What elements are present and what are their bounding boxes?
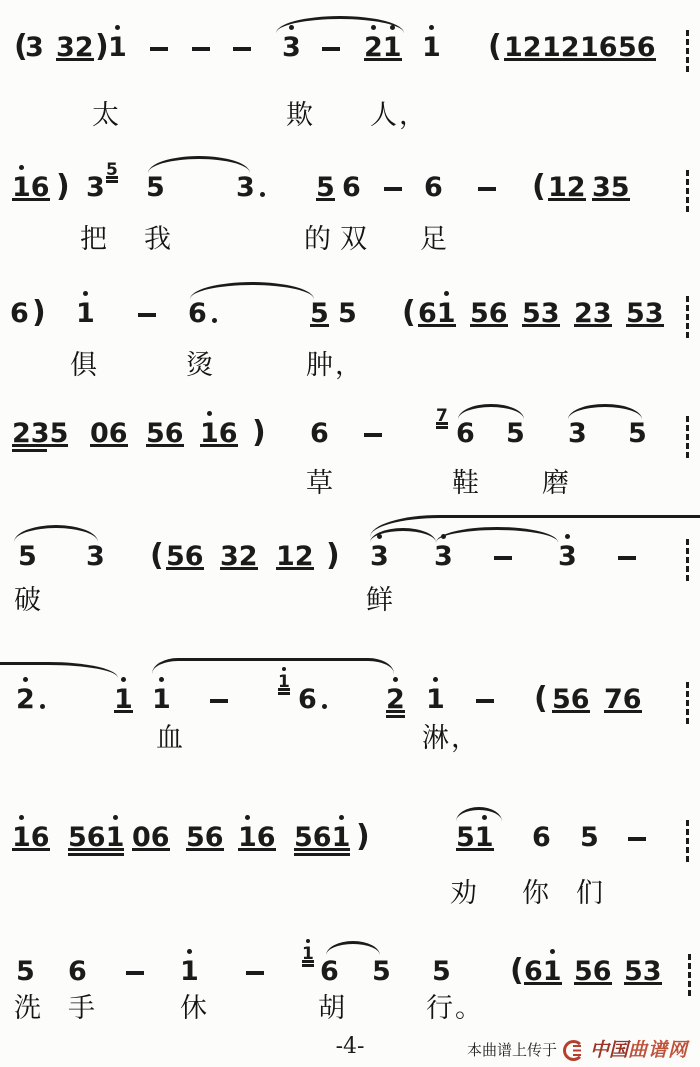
note-digit: 1 bbox=[543, 958, 562, 985]
beam-underline bbox=[302, 960, 314, 963]
beam-underline bbox=[624, 982, 662, 985]
note-digit: 3 bbox=[86, 172, 105, 203]
note-digit: 6 bbox=[310, 418, 329, 449]
lyric-syllable: 欺 bbox=[286, 100, 315, 131]
note-digit: 5 bbox=[146, 172, 165, 203]
note-digit: 1 bbox=[108, 34, 127, 61]
lyric-syllable: 淋， bbox=[422, 723, 480, 754]
note-digit: 6 bbox=[622, 684, 642, 715]
note-token bbox=[16, 958, 35, 985]
lyric-syllable: 的 bbox=[304, 224, 333, 255]
dashed-barline bbox=[688, 954, 691, 996]
note-digit: 1 bbox=[114, 686, 133, 713]
note-digit: 2 bbox=[560, 32, 580, 63]
note-digit: 6 bbox=[256, 822, 276, 853]
note-token bbox=[372, 958, 391, 985]
note-token bbox=[180, 958, 199, 985]
beam-underline bbox=[302, 964, 314, 967]
note-digit: 2 bbox=[566, 172, 586, 203]
lyric-syllable: 肿， bbox=[306, 350, 364, 381]
note-digit: 6 bbox=[68, 956, 87, 987]
watermark-site-name bbox=[590, 1041, 688, 1060]
parenthesis: ) bbox=[326, 538, 340, 573]
note-digit: 6 bbox=[298, 686, 317, 713]
note-digit: 6 bbox=[456, 418, 475, 449]
note-digit: 6 bbox=[10, 298, 29, 329]
note-digit: 1 bbox=[76, 300, 95, 327]
parenthesis: ( bbox=[402, 295, 416, 330]
note-digit: 5 bbox=[574, 956, 593, 987]
note-digit: 3 bbox=[86, 541, 105, 572]
note-digit: 6 bbox=[184, 541, 204, 572]
note-digit: 5 bbox=[610, 172, 630, 203]
parenthesis: ( bbox=[150, 538, 164, 573]
note-digit: 1 bbox=[542, 32, 561, 63]
note-digit: 5 bbox=[186, 822, 205, 853]
note-token bbox=[624, 958, 662, 985]
lyric-syllable: 草 bbox=[306, 468, 335, 499]
note-token bbox=[320, 958, 339, 985]
note-digit: 5 bbox=[146, 418, 165, 449]
note-digit: 5 bbox=[432, 956, 451, 987]
parenthesis: ( bbox=[534, 681, 548, 716]
note-digit: 1 bbox=[437, 300, 456, 327]
note-digit: 3 bbox=[370, 543, 389, 570]
lyric-syllable: 行。 bbox=[426, 993, 484, 1024]
note-digit: 6 bbox=[424, 172, 443, 203]
note-digit: 1 bbox=[332, 824, 351, 851]
note-digit: 5 bbox=[310, 298, 329, 329]
lyric-syllable: 手 bbox=[68, 993, 97, 1024]
lyric-syllable: 劝 bbox=[450, 878, 479, 909]
watermark bbox=[467, 1040, 688, 1061]
note-digit: 2 bbox=[12, 418, 31, 449]
note-digit: 3 bbox=[644, 298, 664, 329]
watermark-site-name-rest: 曲谱网 bbox=[627, 1039, 688, 1061]
parenthesis: ( bbox=[488, 29, 502, 64]
page-number: -4- bbox=[335, 1034, 365, 1059]
lyric-syllable: 你 bbox=[522, 878, 551, 909]
duration-dash bbox=[246, 971, 264, 975]
note-digit: 6 bbox=[86, 822, 106, 853]
note-token bbox=[574, 958, 612, 985]
note-digit: 6 bbox=[204, 822, 224, 853]
lyric-syllable: 磨 bbox=[542, 468, 571, 499]
note-digit: 1 bbox=[106, 824, 125, 851]
parenthesis: ) bbox=[56, 169, 70, 204]
note-digit: 1 bbox=[278, 674, 290, 691]
note-digit: 2 bbox=[238, 541, 258, 572]
music-site-logo-icon bbox=[563, 1040, 584, 1061]
note-token bbox=[432, 958, 451, 985]
note-digit: 1 bbox=[200, 420, 219, 447]
note-token bbox=[68, 958, 87, 985]
note-digit: 5 bbox=[552, 684, 571, 715]
note-digit: 6 bbox=[30, 822, 50, 853]
note-digit: 5 bbox=[49, 418, 69, 449]
note-digit: 1 bbox=[426, 686, 445, 713]
note-digit: 3 bbox=[220, 541, 239, 572]
note-digit: 5 bbox=[338, 298, 357, 329]
note-digit: 6 bbox=[592, 956, 612, 987]
slur bbox=[326, 941, 380, 957]
lyric-syllable: 休 bbox=[180, 993, 209, 1024]
lyric-syllable: 破 bbox=[14, 585, 43, 616]
lyric-syllable: 把 bbox=[80, 224, 109, 255]
note-digit: 5 bbox=[18, 541, 37, 572]
note-digit: 1 bbox=[475, 824, 494, 851]
lyric-syllable: 鞋 bbox=[452, 468, 481, 499]
note-digit: 5 bbox=[624, 956, 643, 987]
note-digit: 5 bbox=[628, 418, 647, 449]
note-digit: 5 bbox=[470, 298, 489, 329]
note-digit: 3 bbox=[56, 32, 75, 63]
note-digit: 5 bbox=[626, 298, 645, 329]
note-digit: 6 bbox=[532, 822, 551, 853]
note-digit: 3 bbox=[30, 418, 50, 449]
note-digit: 1 bbox=[580, 32, 599, 63]
parenthesis: ) bbox=[95, 29, 109, 64]
note-digit: 3 bbox=[592, 298, 612, 329]
watermark-prefix-text: 本曲谱上传于 bbox=[466, 1041, 557, 1059]
lyric-syllable: 足 bbox=[420, 224, 449, 255]
parenthesis: ) bbox=[356, 819, 370, 854]
lyric-syllable: 双 bbox=[340, 224, 369, 255]
note-digit: 6 bbox=[188, 300, 207, 327]
note-digit: 6 bbox=[418, 298, 437, 329]
note-digit: 5 bbox=[166, 541, 185, 572]
note-digit: 5 bbox=[294, 822, 313, 853]
note-digit: 5 bbox=[16, 956, 35, 987]
note-digit: 3 bbox=[558, 543, 577, 570]
lyric-syllable: 俱 bbox=[70, 350, 99, 381]
note-digit: 5 bbox=[522, 298, 541, 329]
note-digit: 6 bbox=[342, 172, 361, 203]
note-digit: 6 bbox=[312, 822, 332, 853]
note-digit: 1 bbox=[548, 172, 567, 203]
grace-note bbox=[302, 946, 314, 963]
octave-dot bbox=[187, 949, 192, 954]
parenthesis: ( bbox=[510, 953, 524, 988]
note-digit: 6 bbox=[164, 418, 184, 449]
note-digit: 2 bbox=[522, 32, 542, 63]
note-digit: 5 bbox=[618, 32, 637, 63]
lyric-syllable: 鲜 bbox=[366, 585, 395, 616]
note-digit: 6 bbox=[108, 418, 128, 449]
note-digit: 5 bbox=[316, 172, 335, 203]
lyric-syllable: 洗 bbox=[14, 993, 43, 1024]
note-digit: 1 bbox=[152, 686, 171, 713]
lyric-syllable: 胡 bbox=[318, 993, 347, 1024]
note-digit: 5 bbox=[106, 160, 118, 180]
note-digit: 6 bbox=[570, 684, 590, 715]
note-digit: 3 bbox=[282, 34, 301, 61]
octave-dot bbox=[550, 949, 555, 954]
lyric-syllable: 太 bbox=[92, 100, 121, 131]
note-digit: 1 bbox=[276, 541, 295, 572]
note-token bbox=[524, 958, 562, 985]
note-digit: 6 bbox=[636, 32, 656, 63]
beam-underline bbox=[524, 982, 562, 985]
note-digit: 5 bbox=[580, 822, 599, 853]
note-digit: 1 bbox=[12, 174, 31, 201]
parenthesis: ( bbox=[532, 169, 546, 204]
note-digit: 2 bbox=[386, 686, 405, 713]
note-digit: 1 bbox=[302, 946, 314, 963]
note-digit: 3 bbox=[642, 956, 662, 987]
note-digit: 7 bbox=[604, 684, 623, 715]
note-digit: 3 bbox=[434, 543, 453, 570]
note-digit: 6 bbox=[218, 418, 238, 449]
lyric-syllable: 人， bbox=[370, 100, 428, 131]
note-digit: 2 bbox=[364, 34, 383, 61]
note-digit: 2 bbox=[16, 686, 35, 713]
lyric-syllable: 烫 bbox=[186, 350, 215, 381]
note-digit: 6 bbox=[150, 822, 170, 853]
note-digit: 1 bbox=[504, 32, 523, 63]
note-digit: 6 bbox=[598, 32, 618, 63]
note-digit: 0 bbox=[90, 418, 109, 449]
parenthesis: ( bbox=[14, 29, 28, 64]
note-digit: 1 bbox=[383, 34, 402, 61]
note-digit: 2 bbox=[74, 32, 94, 63]
note-digit: 3 bbox=[540, 298, 560, 329]
note-digit: 3 bbox=[236, 174, 255, 201]
beam-underline bbox=[574, 982, 612, 985]
note-digit: 3 bbox=[592, 172, 611, 203]
note-digit: 5 bbox=[456, 822, 475, 853]
duration-dash bbox=[126, 971, 144, 975]
parenthesis: ) bbox=[32, 295, 46, 330]
note-digit: 2 bbox=[294, 541, 314, 572]
note-digit: 6 bbox=[30, 172, 50, 203]
octave-dot bbox=[306, 939, 310, 943]
watermark-site-name-bold: 中国 bbox=[589, 1039, 628, 1061]
lyric-syllable: 们 bbox=[576, 878, 605, 909]
note-digit: 6 bbox=[524, 956, 543, 987]
note-digit: 1 bbox=[12, 824, 31, 851]
note-digit: 5 bbox=[506, 418, 525, 449]
note-digit: 5 bbox=[68, 822, 87, 853]
note-digit: 3 bbox=[568, 418, 587, 449]
note-digit: 1 bbox=[422, 34, 441, 61]
note-digit: 1 bbox=[180, 958, 199, 985]
lyric-syllable: 血 bbox=[156, 723, 185, 754]
note-digit: 5 bbox=[372, 956, 391, 987]
note-digit: 3 bbox=[25, 32, 44, 63]
parenthesis: ) bbox=[252, 415, 266, 450]
note-digit: 2 bbox=[574, 298, 593, 329]
note-digit: 0 bbox=[132, 822, 151, 853]
note-digit: 6 bbox=[488, 298, 508, 329]
note-digit: 1 bbox=[238, 824, 257, 851]
note-digit: 7 bbox=[436, 406, 448, 426]
note-digit: 6 bbox=[320, 956, 339, 987]
lyric-syllable: 我 bbox=[144, 224, 173, 255]
